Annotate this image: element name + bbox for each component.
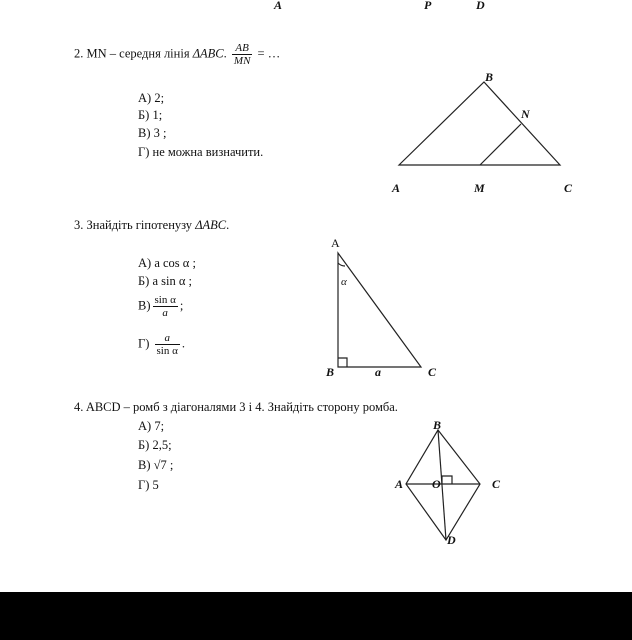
q3-heading: 3. Знайдіть гіпотенузу ΔABC. (74, 218, 230, 232)
q4-point-a: A (395, 477, 404, 491)
q2-point-a: A (392, 181, 401, 195)
q2-point-m: M (474, 181, 485, 195)
q3-option-d-prefix: Г) (138, 336, 150, 351)
q3-point-a: A (331, 236, 340, 250)
q3-option-d-num: a (155, 332, 180, 345)
q3-point-b: B (326, 365, 335, 379)
q4-option-b: Б) 2,5; (138, 438, 172, 452)
q3-side-a: a (375, 365, 381, 379)
q2-triangle-figure (399, 82, 560, 165)
q3-number: 3. (74, 218, 84, 232)
q4-number: 4. (74, 400, 84, 414)
q2-heading: 2. MN – середня лінія ΔABC. $\frac{AB}{MN}$ = … (74, 42, 281, 67)
q3-triangle-figure (338, 253, 421, 367)
q4-point-c: C (492, 477, 501, 491)
q3-option-c-num: sin α (154, 294, 176, 306)
top-label-p: P (424, 0, 432, 12)
q3-option-a: А) a cos α ; (138, 256, 196, 270)
q4-heading (74, 400, 398, 415)
q3-point-c: C (428, 365, 437, 379)
q3-option-c-prefix: В) (138, 298, 151, 313)
q3-option-b: Б) a sin α ; (138, 274, 192, 288)
top-label-a: A (274, 0, 283, 12)
q3-angle-alpha: α (341, 276, 347, 288)
q2-point-c: C (564, 181, 573, 195)
q4-option-a: А) 7; (138, 419, 165, 433)
q2-point-b: B (485, 70, 494, 84)
q4-option-c: В) √7 ; (138, 458, 174, 472)
q4-rhombus-figure (406, 430, 480, 540)
top-label-d: D (476, 0, 485, 12)
q3-option-d-fraction (155, 332, 180, 357)
q2-option-a: А) 2; (138, 91, 165, 105)
q3-text: Знайдіть гіпотенузу (86, 218, 193, 232)
q3-option-c: В) $\frac{\text{sin α}}{a}$ ; (138, 294, 184, 319)
q2-tail: = … (257, 46, 281, 61)
q4-text: ABCD – ромб з діагоналями 3 і 4. Знайдіть сторону ромба. (85, 400, 398, 414)
q2-triangle: ΔABC (192, 46, 224, 61)
q4-point-o: O (432, 477, 441, 491)
q2-frac-den: MN (233, 55, 251, 67)
q2-number: 2. (74, 46, 84, 61)
q4-option-d: Г) 5 (138, 478, 159, 492)
q2-frac-num: AB (232, 42, 253, 55)
q2-option-d: Г) не можна визначити. (138, 145, 264, 159)
q2-option-c: В) 3 ; (138, 126, 167, 140)
q3-option-d-den: sin α (156, 345, 178, 357)
q2-text: MN – середня лінія (86, 46, 190, 61)
bottom-black-bar (0, 592, 632, 640)
q4-point-d: D (447, 533, 456, 547)
q3-triangle: ΔABC (195, 218, 227, 232)
q4-point-b: B (433, 418, 442, 432)
q3-option-d: Г) $\frac{a}{\text{sin α}}$ . (138, 332, 185, 357)
q2-point-n: N (521, 107, 530, 121)
q3-option-c-fraction (153, 294, 178, 319)
q3-option-c-den: a (162, 307, 168, 319)
q2-option-b: Б) 1; (138, 108, 163, 122)
